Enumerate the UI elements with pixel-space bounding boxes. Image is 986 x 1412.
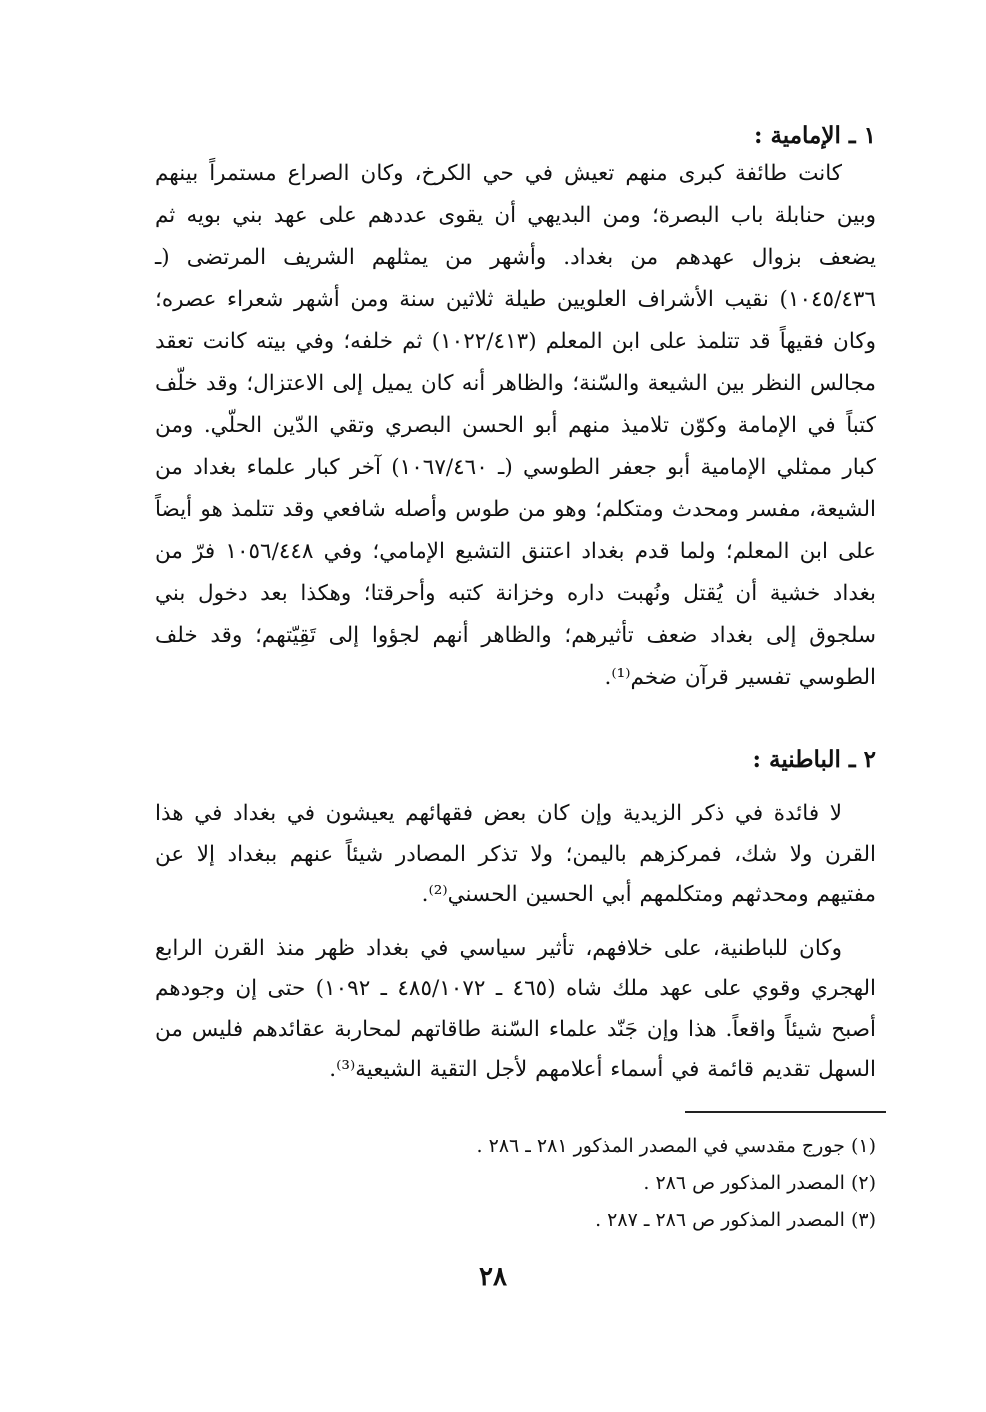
- page-number: ٢٨: [479, 1262, 507, 1292]
- paragraph-zaydiyya: لا فائدة في ذكر الزيدية وإن كان بعض فقهائهم يعيشون في بغداد في هذا القرن ولا شك، فمركزهم باليمن؛ ولا تذكر المصادر شيئاً عنهم ببغداد إلا عن مفتيهم ومحدثهم ومتكلمهم أبي الحسين الحسني⁽²⁾.: [155, 801, 876, 907]
- footnote-2: (٢) المصدر المذكور ص ٢٨٦ .: [643, 1172, 876, 1194]
- section-body-batiniyya: [155, 794, 876, 1091]
- footnotes: [300, 1128, 876, 1239]
- footnote-separator: [685, 1111, 886, 1113]
- section-heading-batiniyya: ٢ ـ الباطنية :: [752, 746, 876, 773]
- section-body-imamiyya: [155, 153, 876, 699]
- footnote-1: (١) جورج مقدسي في المصدر المذكور ٢٨١ ـ ٢٨٦ .: [476, 1135, 876, 1157]
- section-heading-imamiyya: ١ ـ الإمامية :: [753, 122, 876, 149]
- paragraph-batiniyya: وكان للباطنية، على خلافهم، تأثير سياسي في بغداد ظهر منذ القرن الرابع الهجري وقوي على عهد ملك شاه (٤٦٥ ـ ٤٨٥/١٠٧٢ ـ ١٠٩٢) حتى إن وجودهم أصبح شيئاً واقعاً. هذا وإن جَنّد علماء السّنة طاقاتهم لمحاربة عقائدهم فليس من السهل تقديم قائمة في أسماء أعلامهم لأجل التقية الشيعية⁽³⁾.: [155, 935, 877, 1082]
- footnote-3: (٣) المصدر المذكور ص ٢٨٦ ـ ٢٨٧ .: [595, 1209, 876, 1231]
- paragraph-imamiyya: كانت طائفة كبرى منهم تعيش في حي الكرخ، وكان الصراع مستمراً بينهم وبين حنابلة باب البصرة؛ ومن البديهي أن يقوى عددهم على عهد بني بويه ثم يضعف بزوال عهدهم من بغداد. وأشهر من يمثلهم الشريف المرتضى (ـ ١٠٤٥/٤٣٦) نقيب الأشراف العلويين طيلة ثلاثين سنة ومن أشهر شعراء عصره؛ وكان فقيهاً قد تتلمذ على ابن المعلم (١٠٢٢/٤١٣) ثم خلفه؛ وفي بيته كانت تعقد مجالس النظر بين الشيعة والسّنة؛ والظاهر أنه كان يميل إلى الاعتزال؛ وقد خلّف كتباً في الإمامة وكوّن تلاميذ منهم أبو الحسن البصري وتقي الدّين الحلّي. ومن كبار ممثلي الإمامية أبو جعفر الطوسي (ـ ١٠٦٧/٤٦٠) آخر كبار علماء بغداد من الشيعة، مفسر ومحدث ومتكلم؛ وهو من طوس وأصله شافعي وقد تتلمذ هو أيضاً على ابن المعلم؛ ولما قدم بغداد اعتنق التشيع الإمامي؛ وفي ١٠٥٦/٤٤٨ فرّ من بغداد خشية أن يُقتل ونُهبت داره وخزانة كتبه وأحرقتا؛ وهكذا بعد دخول بني سلجوق إلى بغداد ضعف تأثيرهم؛ والظاهر أنهم لجؤوا إلى تَقِيّتهم؛ وقد خلف الطوسي تفسير قرآن ضخم⁽¹⁾.: [155, 161, 877, 690]
